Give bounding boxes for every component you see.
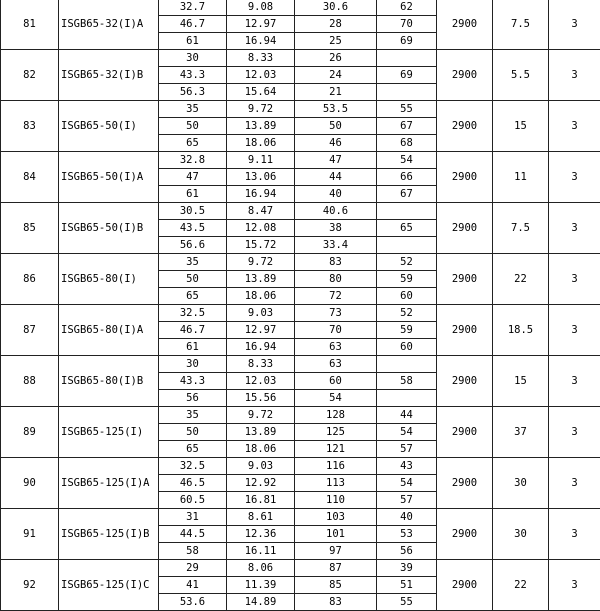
flow-ls: 18.06 (227, 441, 295, 458)
speed-value: 2900 (437, 356, 493, 407)
flow-ls: 18.06 (227, 288, 295, 305)
efficiency-value: 54 (377, 475, 437, 492)
flow-ls: 16.11 (227, 543, 295, 560)
power-value: 30 (493, 458, 549, 509)
power-value: 37 (493, 407, 549, 458)
head-value: 83 (295, 254, 377, 271)
npsh-value: 3 (549, 0, 600, 50)
efficiency-value: 65 (377, 220, 437, 237)
head-value: 40 (295, 186, 377, 203)
flow-m3h: 30 (159, 50, 227, 67)
row-number: 85 (1, 203, 59, 254)
head-value: 25 (295, 33, 377, 50)
efficiency-value (377, 203, 437, 220)
npsh-value: 3 (549, 203, 600, 254)
flow-ls: 9.72 (227, 407, 295, 424)
flow-ls: 13.89 (227, 271, 295, 288)
speed-value: 2900 (437, 407, 493, 458)
npsh-value: 3 (549, 305, 600, 356)
row-number: 92 (1, 560, 59, 611)
npsh-value: 3 (549, 560, 600, 611)
head-value: 83 (295, 594, 377, 611)
efficiency-value: 55 (377, 594, 437, 611)
model-name: ISGB65-32(I)B (59, 50, 159, 101)
efficiency-value: 51 (377, 577, 437, 594)
model-name: ISGB65-125(I)B (59, 509, 159, 560)
head-value: 72 (295, 288, 377, 305)
head-value: 38 (295, 220, 377, 237)
flow-ls: 15.64 (227, 84, 295, 101)
flow-m3h: 35 (159, 254, 227, 271)
flow-ls: 18.06 (227, 135, 295, 152)
efficiency-value: 58 (377, 373, 437, 390)
flow-ls: 12.36 (227, 526, 295, 543)
head-value: 47 (295, 152, 377, 169)
flow-ls: 8.33 (227, 356, 295, 373)
model-name: ISGB65-125(I)A (59, 458, 159, 509)
efficiency-value: 68 (377, 135, 437, 152)
model-name: ISGB65-50(I)B (59, 203, 159, 254)
head-value: 121 (295, 441, 377, 458)
flow-ls: 12.03 (227, 373, 295, 390)
head-value: 44 (295, 169, 377, 186)
head-value: 103 (295, 509, 377, 526)
efficiency-value: 39 (377, 560, 437, 577)
power-value: 22 (493, 560, 549, 611)
efficiency-value: 62 (377, 0, 437, 16)
row-number: 84 (1, 152, 59, 203)
model-name: ISGB65-125(I)C (59, 560, 159, 611)
speed-value: 2900 (437, 203, 493, 254)
model-name: ISGB65-80(I)B (59, 356, 159, 407)
table-row (1, 101, 600, 118)
head-value: 87 (295, 560, 377, 577)
power-value: 18.5 (493, 305, 549, 356)
speed-value: 2900 (437, 254, 493, 305)
flow-m3h: 31 (159, 509, 227, 526)
speed-value: 2900 (437, 50, 493, 101)
speed-value: 2900 (437, 101, 493, 152)
efficiency-value: 53 (377, 526, 437, 543)
flow-ls: 8.33 (227, 50, 295, 67)
flow-ls: 15.56 (227, 390, 295, 407)
table-row (1, 560, 600, 577)
flow-m3h: 35 (159, 407, 227, 424)
power-value: 22 (493, 254, 549, 305)
flow-m3h: 32.5 (159, 305, 227, 322)
speed-value: 2900 (437, 0, 493, 50)
head-value: 26 (295, 50, 377, 67)
flow-ls: 9.72 (227, 101, 295, 118)
head-value: 97 (295, 543, 377, 560)
efficiency-value: 67 (377, 186, 437, 203)
head-value: 85 (295, 577, 377, 594)
npsh-value: 3 (549, 509, 600, 560)
flow-ls: 8.61 (227, 509, 295, 526)
efficiency-value: 59 (377, 322, 437, 339)
flow-m3h: 43.5 (159, 220, 227, 237)
table-row (1, 356, 600, 373)
row-number: 91 (1, 509, 59, 560)
efficiency-value: 54 (377, 152, 437, 169)
flow-ls: 16.94 (227, 33, 295, 50)
flow-ls: 14.89 (227, 594, 295, 611)
flow-m3h: 56.3 (159, 84, 227, 101)
efficiency-value (377, 356, 437, 373)
flow-m3h: 50 (159, 118, 227, 135)
speed-value: 2900 (437, 458, 493, 509)
power-value: 15 (493, 356, 549, 407)
table-row (1, 509, 600, 526)
head-value: 54 (295, 390, 377, 407)
efficiency-value: 57 (377, 492, 437, 509)
efficiency-value: 52 (377, 305, 437, 322)
flow-m3h: 43.3 (159, 67, 227, 84)
flow-ls: 12.08 (227, 220, 295, 237)
npsh-value: 3 (549, 50, 600, 101)
flow-m3h: 65 (159, 441, 227, 458)
efficiency-value: 44 (377, 407, 437, 424)
efficiency-value: 55 (377, 101, 437, 118)
head-value: 113 (295, 475, 377, 492)
flow-m3h: 56.6 (159, 237, 227, 254)
head-value: 110 (295, 492, 377, 509)
speed-value: 2900 (437, 152, 493, 203)
flow-ls: 16.81 (227, 492, 295, 509)
efficiency-value (377, 84, 437, 101)
head-value: 21 (295, 84, 377, 101)
flow-ls: 13.89 (227, 118, 295, 135)
head-value: 28 (295, 16, 377, 33)
flow-ls: 12.97 (227, 16, 295, 33)
efficiency-value: 60 (377, 288, 437, 305)
efficiency-value (377, 50, 437, 67)
flow-m3h: 61 (159, 33, 227, 50)
table-row (1, 203, 600, 220)
row-number: 90 (1, 458, 59, 509)
flow-m3h: 30.5 (159, 203, 227, 220)
head-value: 30.6 (295, 0, 377, 16)
efficiency-value: 56 (377, 543, 437, 560)
head-value: 53.5 (295, 101, 377, 118)
flow-m3h: 47 (159, 169, 227, 186)
row-number: 81 (1, 0, 59, 50)
head-value: 116 (295, 458, 377, 475)
row-number: 87 (1, 305, 59, 356)
power-value: 11 (493, 152, 549, 203)
efficiency-value: 59 (377, 271, 437, 288)
flow-m3h: 46.7 (159, 16, 227, 33)
efficiency-value: 57 (377, 441, 437, 458)
flow-m3h: 32.5 (159, 458, 227, 475)
efficiency-value: 60 (377, 339, 437, 356)
table-row (1, 254, 600, 271)
model-name: ISGB65-50(I) (59, 101, 159, 152)
efficiency-value: 43 (377, 458, 437, 475)
flow-m3h: 65 (159, 288, 227, 305)
efficiency-value: 70 (377, 16, 437, 33)
flow-ls: 11.39 (227, 577, 295, 594)
npsh-value: 3 (549, 254, 600, 305)
flow-m3h: 32.7 (159, 0, 227, 16)
flow-m3h: 58 (159, 543, 227, 560)
efficiency-value: 40 (377, 509, 437, 526)
npsh-value: 3 (549, 101, 600, 152)
model-name: ISGB65-125(I) (59, 407, 159, 458)
flow-m3h: 29 (159, 560, 227, 577)
efficiency-value: 52 (377, 254, 437, 271)
flow-m3h: 46.7 (159, 322, 227, 339)
flow-m3h: 61 (159, 339, 227, 356)
flow-ls: 9.03 (227, 458, 295, 475)
npsh-value: 3 (549, 356, 600, 407)
table-row (1, 458, 600, 475)
power-value: 5.5 (493, 50, 549, 101)
flow-ls: 9.11 (227, 152, 295, 169)
head-value: 70 (295, 322, 377, 339)
flow-ls: 12.92 (227, 475, 295, 492)
flow-ls: 12.97 (227, 322, 295, 339)
flow-m3h: 50 (159, 424, 227, 441)
flow-m3h: 41 (159, 577, 227, 594)
flow-ls: 9.03 (227, 305, 295, 322)
flow-m3h: 32.8 (159, 152, 227, 169)
flow-m3h: 43.3 (159, 373, 227, 390)
head-value: 40.6 (295, 203, 377, 220)
flow-m3h: 46.5 (159, 475, 227, 492)
row-number: 83 (1, 101, 59, 152)
flow-m3h: 53.6 (159, 594, 227, 611)
row-number: 82 (1, 50, 59, 101)
efficiency-value (377, 390, 437, 407)
flow-ls: 16.94 (227, 339, 295, 356)
efficiency-value: 69 (377, 33, 437, 50)
efficiency-value: 67 (377, 118, 437, 135)
flow-m3h: 30 (159, 356, 227, 373)
head-value: 46 (295, 135, 377, 152)
model-name: ISGB65-50(I)A (59, 152, 159, 203)
flow-m3h: 61 (159, 186, 227, 203)
table-row (1, 152, 600, 169)
flow-ls: 8.06 (227, 560, 295, 577)
table-body (1, 0, 600, 611)
flow-ls: 13.89 (227, 424, 295, 441)
head-value: 24 (295, 67, 377, 84)
efficiency-value: 66 (377, 169, 437, 186)
power-value: 30 (493, 509, 549, 560)
efficiency-value: 69 (377, 67, 437, 84)
model-name: ISGB65-80(I) (59, 254, 159, 305)
speed-value: 2900 (437, 305, 493, 356)
flow-ls: 9.72 (227, 254, 295, 271)
flow-ls: 16.94 (227, 186, 295, 203)
model-name: ISGB65-32(I)A (59, 0, 159, 50)
row-number: 89 (1, 407, 59, 458)
npsh-value: 3 (549, 152, 600, 203)
row-number: 86 (1, 254, 59, 305)
table-row (1, 407, 600, 424)
speed-value: 2900 (437, 560, 493, 611)
npsh-value: 3 (549, 407, 600, 458)
table-row (1, 50, 600, 67)
head-value: 125 (295, 424, 377, 441)
power-value: 15 (493, 101, 549, 152)
head-value: 73 (295, 305, 377, 322)
model-name: ISGB65-80(I)A (59, 305, 159, 356)
head-value: 63 (295, 339, 377, 356)
flow-ls: 13.06 (227, 169, 295, 186)
head-value: 63 (295, 356, 377, 373)
efficiency-value (377, 237, 437, 254)
flow-ls: 12.03 (227, 67, 295, 84)
head-value: 101 (295, 526, 377, 543)
flow-ls: 9.08 (227, 0, 295, 16)
power-value: 7.5 (493, 203, 549, 254)
flow-m3h: 50 (159, 271, 227, 288)
flow-m3h: 65 (159, 135, 227, 152)
flow-m3h: 44.5 (159, 526, 227, 543)
flow-ls: 15.72 (227, 237, 295, 254)
row-number: 88 (1, 356, 59, 407)
flow-m3h: 35 (159, 101, 227, 118)
speed-value: 2900 (437, 509, 493, 560)
power-value: 7.5 (493, 0, 549, 50)
flow-m3h: 60.5 (159, 492, 227, 509)
head-value: 33.4 (295, 237, 377, 254)
head-value: 80 (295, 271, 377, 288)
npsh-value: 3 (549, 458, 600, 509)
efficiency-value: 54 (377, 424, 437, 441)
head-value: 60 (295, 373, 377, 390)
head-value: 128 (295, 407, 377, 424)
flow-m3h: 56 (159, 390, 227, 407)
flow-ls: 8.47 (227, 203, 295, 220)
head-value: 50 (295, 118, 377, 135)
table-row (1, 0, 600, 16)
table-row (1, 305, 600, 322)
